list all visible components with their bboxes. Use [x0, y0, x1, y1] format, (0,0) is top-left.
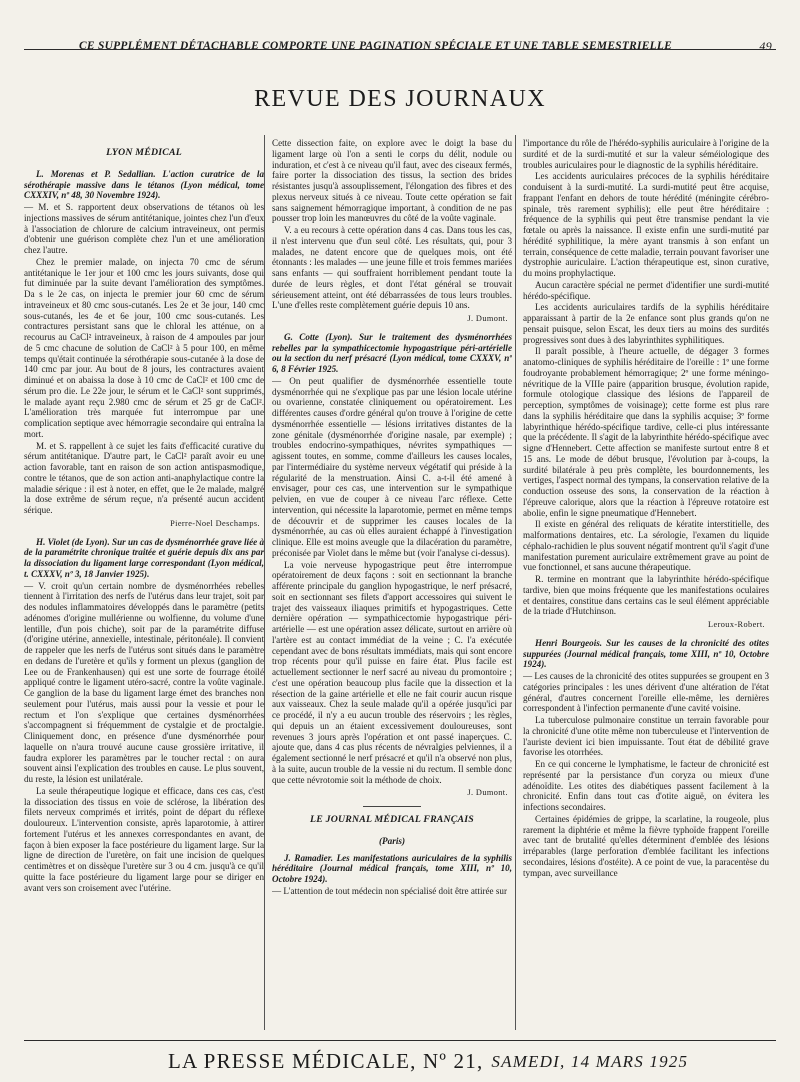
page-footer: [24, 1040, 776, 1074]
section-heading: LE JOURNAL MÉDICAL FRANÇAIS: [310, 814, 474, 825]
article-paragraph: — V. croit qu'un certain nombre de dysménorrhées rebelles tiennent à l'irritation des nerfs de l'utérus dans leur trajet, soit par des nodules inflammatoires développés dans le paramètre (petits adénomes d'origine mullérienne ou wolfienne, du volume d'une lentille, d'un pois chiche), soit par de la paramétrite diffuse (d'origine utérine, annexielle, intestinale, péritonéale). Il convient de rappeler que les nerfs de l'utérus sont situés dans le paramètre en dedans de l'uretère et qu'ils y forment un plexus (ganglion de Lee ou de Frankenhausen) qui est une sorte de fourrage étoilé appliqué contre le ligament utéro-sacré, contre la voûte vaginale. Ce ganglion de la base du ligament large émet des branches non seulement pour l'utérus, mais aussi pour la vessie et pour le rectum et l'on s'explique que certaines dysménorrhées s'accompagnent si fréquemment de cystalgie et de proctalgie. Cliniquement donc, en présence d'une dysménorrhée pour laquelle on n'aura trouvé aucune cause grossière irritative, il faudra explorer les paramètres par le toucher rectal : on aura souvent ainsi l'explication des troubles en cause. Le plus souvent, du reste, la lésion est unilatérale.: [24, 580, 264, 784]
article-paragraph: Cette dissection faite, on explore avec le doigt la base du ligament large où l'on a senti le corps du délit, nodule ou induration, et c'est à ce niveau qu'il faut, avec des ciseaux fermés, faire porter la dissociation des tissus, la section des brides résistantes jusqu'à assouplissement, l'élongation des fibres et des plexus nerveux situés à ce niveau. Toute cette opération se fait sans saignement hémorragique important, à condition de ne pas pousser trop loin les manœuvres du côté de la voûte vaginale.: [272, 138, 512, 224]
separator: [363, 806, 421, 807]
page-number: 49: [759, 39, 772, 53]
article-heading: J. Ramadier. Les manifestations auriculaires de la syphilis héréditaire (Journal médical français, tome XIII, nº 10, Octobre 1924).: [272, 852, 512, 884]
article-paragraph: V. a eu recours à cette opération dans 4 cas. Dans tous les cas, il n'est intervenu que d'un seul côté. Les résultats, qui, pour 3 malades, ne datent encore que de quelques mois, ont été étonnants : les malades — une jeune fille et trois femmes mariées sans enfants — qui souffraient horriblement pendant toute la durée de leurs règles, et dont l'état général se trouvait sérieusement atteint, ont été débarrassées de tous leurs troubles. L'une d'elles reste complètement guérie depuis 10 ans.: [272, 225, 512, 311]
article-paragraph: En ce qui concerne le lymphatisme, le facteur de chronicité est représenté par la persistance d'un coryza ou mieux d'une adénoïdite. Les otites des diabétiques passent facilement à la chronicité. Enfin dans tout cas d'otite aiguë, on évitera les infections secondaires.: [523, 759, 769, 812]
article-heading: L. Morenas et P. Sedallian. L'action curatrice de la sérothérapie massive dans le tétanos (Lyon médical, tome CXXXIV, nº 48, 30 Novembre 1924).: [24, 168, 264, 201]
article-heading: Henri Bourgeois. Sur les causes de la chronicité des otites suppurées (Journal médical français, tome XIII, nº 10, Octobre 1924).: [523, 637, 769, 670]
article-heading: G. Cotte (Lyon). Sur le traitement des dysménorrhées rebelles par la sympathicectomie hypogastrique péri-artérielle ou la section du nerf présacré (Lyon médical, tome CXXXV, nº 6, 8 Février 1925.: [272, 331, 512, 374]
supplement-header: [24, 40, 776, 52]
article-paragraph: — On peut qualifier de dysménorrhée essentielle toute dysménorrhée qui ne s'explique pas par une lésion locale utérine ou ovarienne, constatée cliniquement ou opératoirement. Les différentes causes d'ordre général qu'on trouve à l'origine de cette dysménorrhée essentielle — lésions irritatives distantes de la zone génitale (dysménorrhée d'origine nasale, par exemple) ; troubles endocrino-sympathiques, névrites sympathiques — agissent toutes, en somme, comme d'ailleurs les causes locales, par l'intermédiaire du système nerveux végétatif qui préside à la régularité de la menstruation. Ainsi C. a-t-il été amené à envisager, pour ces cas, une intervention sur le sympathique pelvien, en vue de couper à ce niveau l'arc réflexe. Cette intervention, qui nécessite la laparotomie, permet en même temps de découvrir et de supprimer les causes locales de la dysménorrhée, au cas où elles auraient échappé à l'investigation clinique. Elle est moins aveugle que la dilacération du paramètre, préconisée par Violet dans le même but (voir l'analyse ci-dessus).: [272, 375, 512, 558]
column-rule: [264, 135, 265, 1030]
article-paragraph: Il paraît possible, à l'heure actuelle, de dégager 3 formes anatomo-cliniques de syphilis héréditaire de l'oreille : 1º une forme foudroyante probablement hémorragique; 2º une forme méningo-névritique de la VIIIe paire (apparition brusque, évolution rapide, formule otologique classique des lésions de l'appareil de perception, symptômes de voisinage); cette forme est plus rare dans la syphilis héréditaire que dans la syphilis acquise; 3º forme labyrinthique hérédo-spécifique tardive, celle-ci plus intéressante que la précédente. Il s'agit de la labyrinthite hérédo-spécifique avec signe d'Hennebert. Cette affection se manifeste surtout entre 8 et 15 ans. Le mode de début brusque, l'évolution par à-coups, la surdité bilatérale à peu près complète, les bourdonnements, les vertiges, l'aspect normal des tympans, la conservation relative de la conduction osseuse des sons, la conservation de la réaction à l'épreuve calorique, alors que la réaction à l'épreuve rotatoire est abolie, enfin le signe pneumatique d'Hennebert.: [523, 346, 769, 518]
article-paragraph: — L'attention de tout médecin non spécialisé doit être attirée sur: [272, 885, 507, 896]
section-heading: LYON MÉDICAL: [106, 147, 182, 158]
header-rule: [24, 49, 776, 50]
column-middle: [272, 138, 512, 1028]
column-rule: [515, 135, 516, 1030]
article-heading: H. Violet (de Lyon). Sur un cas de dysménorrhée grave liée à de la paramétrite chronique traitée et guérie depuis dix ans par la dissociation du ligament large correspondant (Lyon médical, t. CXXXV, nº 3, 18 Janvier 1925).: [24, 536, 264, 579]
article-paragraph: l'importance du rôle de l'hérédo-syphilis auriculaire à l'origine de la surdité et de la surdi-mutité et sur la valeur séméiologique des troubles auriculaires pour le diagnostic de la syphilis héréditaire.: [523, 138, 769, 170]
article-paragraph: Il existe en général des reliquats de kératite interstitielle, des malformations dentaires, etc. La sérologie, l'examen du liquide céphalo-rachidien le plus souvent négatif montrent qu'il s'agit d'une manifestation purement auriculaire extrêmement grave au point de vue fonctionnel, et sans aucune thérapeutique.: [523, 519, 769, 573]
article-paragraph: La voie nerveuse hypogastrique peut être interrompue opératoirement de deux façons : soit en sectionnant la branche afférente principale du ganglion hypogastrique, le nerf présacré, soit en sectionnant ses filets d'apport accessoires qui suivent le trajet des vaisseaux iliaques primitifs et hypogastriques. Cette dernière opération — sympathicectomie hypogastrique péri-artérielle — est une opération assez délicate, surtout en arrière où l'artère est au contact immédiat de la veine ; C. l'a exécutée cependant avec de bons résultats immédiats, mais qui sont encore trop récents pour qu'il puisse en faire état. Plus facile est actuellement sectionner le nerf sacré au niveau du promontoire ; c'est une opération beaucoup plus facile que la dissection et la résection de la gaine artérielle et elle ne fait courir aucun risque aux vaisseaux. Chez la seule malade qu'il a opérée jusqu'ici par ce procédé, il n'y a eu aucun trouble des réservoirs ; les règles, qui depuis un an étaient excessivement douloureuses, sont revenues 3 jours après l'opération et ont passé inaperçues. C. ajoute que, dans 4 cas plus récents de névralgies pelviennes, il a également sectionné le nerf présacré et qu'il n'a observé non plus, à la suite, aucun trouble de la vessie ni du rectum. Il semble donc que cette névrotomie soit la méthode de choix.: [272, 559, 512, 785]
article-paragraph: — M. et S. rapportent deux observations de tétanos où les injections massives de sérum antitétanique, jointes chez l'un d'eux à l'association de chlorure de calcium intraveineux, ont permis d'obtenir une guérison complète chez l'un et une amélioration chez l'autre.: [24, 202, 264, 255]
article-paragraph: M. et S. rappellent à ce sujet les faits d'efficacité curative du sérum antitétanique. D'autre part, le CaCl² paraît avoir eu une action favorable, tant en raison de son action antispasmodique, contre le tétanos, que de son action anti-anaphylactique contre la maladie sérique : il est à noter, en effet, que le 2e malade, malgré la dose extrême de sérum reçue, n'a présenté aucun accident sérique.: [24, 440, 264, 515]
article-paragraph: R. termine en montrant que la labyrinthite hérédo-spécifique tardive, bien que moins fréquente que les manifestations oculaires et dentaires, constitue dans certains cas le seul élément appréciable de la triade d'Hutchinson.: [523, 574, 769, 617]
supplement-notice: CE SUPPLÉMENT DÉTACHABLE COMPORTE UNE PAGINATION SPÉCIALE ET UNE TABLE SEMESTRIELLE: [79, 39, 673, 52]
column-left: [24, 140, 264, 1028]
article-paragraph: La seule thérapeutique logique et efficace, dans ces cas, c'est la dissociation des tissus en voie de sclérose, la libération des filets nerveux comprimés et irrités, point de départ du réflexe douloureux. L'intervention consiste, après laparotomie, à attirer fortement l'utérus et les annexes correspondantes en avant, de façon à bien exposer la face postérieure du ligament large. Sur la ligne de direction de l'uretère, on fait une incision de quelques centimètres et on dissèque l'uretère sur 3 ou 4 cm. jusqu'à ce qu'il quitte la face postérieure du ligament large pour se diriger en avant vers son croisement avec l'utérine.: [24, 785, 264, 893]
article-paragraph: Certaines épidémies de grippe, la scarlatine, la rougeole, plus rarement la diphtérie et même la fièvre typhoïde frappent l'oreille avec tant de brutalité qu'elles déterminent d'emblée des lésions irréparables (large perforation d'emblée facilitant les infections secondaires, lésions d'ostéite). A ce point de vue, la paracentèse du tympan, avec surveillance: [523, 813, 769, 878]
article-paragraph: Les accidents auriculaires tardifs de la syphilis héréditaire apparaissant à partir de la 2e enfance sont plus grands qu'on ne pensait puisque, selon Escat, les deux tiers au moins des surdités progressives sont dues à des labyrinthites syphilitiques.: [523, 302, 769, 345]
article-paragraph: La tuberculose pulmonaire constitue un terrain favorable pour la chronicité d'une otite même non tuberculeuse et l'intervention de l'auriste devient ici bien impuissante. Tout état de débilité grave favorise les otorrhées.: [523, 715, 769, 758]
journal-title: LA PRESSE MÉDICALE, Nº 21,: [168, 1049, 484, 1073]
article-paragraph: Chez le premier malade, on injecta 70 cmc de sérum antitétanique le 1er jour et 100 cmc les jours suivants, dose qui fut diminuée par la suite devant l'amélioration des symptômes. Da s le 2e cas, on injecta le premier jour 60 cmc de sérum intraveineux et 80 cmc sous-cutanés. Les 2e et 3e jour, 140 cmc sous-cutanés, les 4e et 6e jour, 100 cmc sous-cutanés. Les contractures persistant sans que le chloral les atténue, on a recourus au CaCl² intraveineux, à raison de 4 ampoules par jour de 5 cmc chacune de solution de CaCl² à 5 pour 100, en même temps qu'était continuée la sérothérapie sous-cutanée à la dose de 140 cmc par jour. Au bout de 8 jours, les contractures avaient diminué et on abaissa la dose à 10 cmc de CaCl² et 100 cmc de sérum pro die. Le 22e jour, le sérum et le CaCl² sont supprimés, le malade ayant reçu 2.980 cmc de sérum et 25 gr de CaCl². L'amélioration très marquée fut interrompue par une complication septique avec hémorragie secondaire qui entraîna la mort.: [24, 256, 264, 439]
issue-date: SAMEDI, 14 MARS 1925: [491, 1052, 689, 1071]
author-signature: Pierre-Noel Deschamps.: [170, 518, 260, 528]
article-paragraph: Aucun caractère spécial ne permet d'identifier une surdi-mutité hérédo-spécifique.: [523, 279, 769, 301]
author-signature: J. Dumont.: [467, 788, 508, 798]
article-paragraph: Les accidents auriculaires précoces de la syphilis héréditaire conduisent à la surdi-mutité. La surdi-mutité peut être acquise, frappant l'enfant en dehors de toute hérédité (méningite cérébro-spinale, très rarement syphilis); elle peut être héréditaire : fréquence de la syphilis qui peut être transmise pendant la vie fœtale ou après la naissance. Il existe enfin une surdi-mutité par hérédité syphilitique, la mère ayant transmis à son enfant un terrain, conséquence de cette maladie, terrain pouvant favoriser une dystrophie auriculaire. L'action thérapeutique est, sinon curative, du moins prophylactique.: [523, 171, 769, 278]
article-paragraph: — Les causes de la chronicité des otites suppurées se groupent en 3 catégories principales : les unes dérivent d'une altération de l'état général, d'autres concernent l'oreille elle-même, les dernières correspondent à l'infection permanente d'une cavité voisine.: [523, 671, 769, 714]
page-title: REVUE DES JOURNAUX: [254, 86, 546, 112]
author-signature: J. Dumont.: [467, 314, 508, 323]
author-signature: Leroux-Robert.: [708, 620, 765, 629]
column-right: [523, 138, 769, 1028]
section-subheading: (Paris): [378, 835, 406, 846]
